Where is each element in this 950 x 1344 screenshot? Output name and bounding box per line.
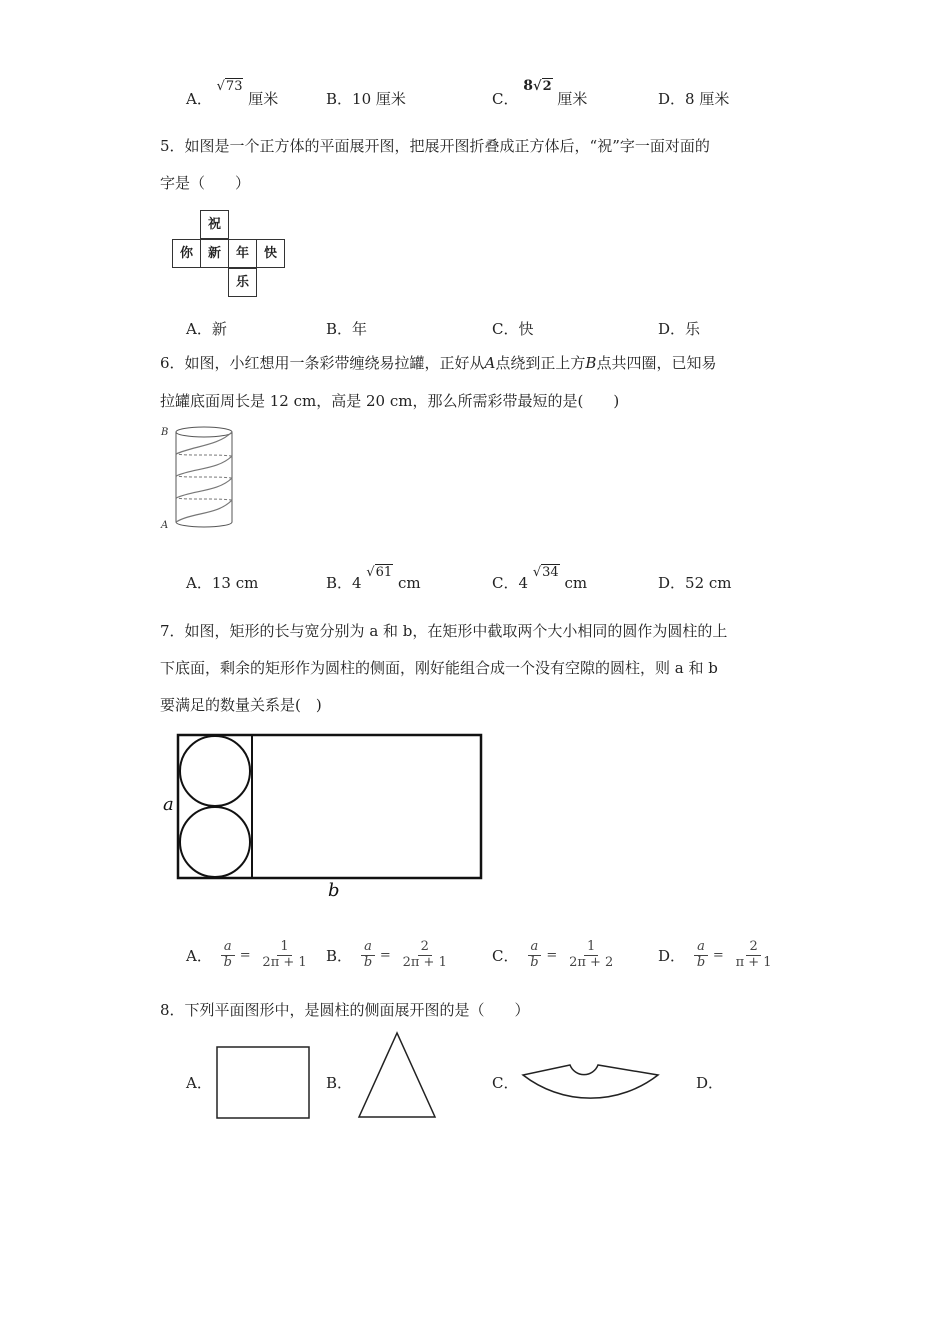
q6-option-a: A．13 cm <box>186 574 259 592</box>
q7-question-line2: 下底面，剩余的矩形作为圆柱的侧面，刚好能组合成一个没有空隙的圆柱，则 a 和 b <box>160 659 718 677</box>
q6-question-line2: 拉罐底面周长是 12 cm，高是 20 cm，那么所需彩带最短的是( ) <box>160 392 620 410</box>
can-figure <box>158 420 238 535</box>
q7-option-c: C． $\frac{a}{b}$ = $\frac{1}{2\pi + 2}$ <box>492 939 614 970</box>
q7-option-b: B． $\frac{a}{b}$ = $\frac{2}{2\pi + 1}$ <box>326 939 447 970</box>
label-a: a <box>163 794 174 815</box>
q6-option-d: D．52 cm <box>658 574 732 592</box>
net-cell-2: 新 <box>200 239 229 268</box>
q8-question-line1: 8．下列平面图形中，是圆柱的侧面展开图的是（ ） <box>160 1001 530 1019</box>
fig-label-b: B <box>161 427 169 438</box>
q6-option-c: C．4 √34 cm <box>492 565 588 592</box>
q5-option-c: C．快 <box>492 320 534 338</box>
q5-option-b: B．年 <box>326 320 368 338</box>
rectangle-circles-figure <box>160 730 490 902</box>
q7-question-line3: 要满足的数量关系是( ) <box>160 696 322 714</box>
net-cell-bottom: 乐 <box>228 268 257 297</box>
fig-label-a: A <box>161 520 169 531</box>
q5-question-line1: 5．如图是一个正方体的平面展开图，把展开图折叠成正方体后，“祝”字一面对面的 <box>160 137 710 155</box>
q4-option-c: C． 8√2 厘米 <box>492 78 588 108</box>
q5-question-line2: 字是（ ） <box>160 174 251 192</box>
q8-shape-rectangle <box>214 1044 314 1122</box>
net-cell-1: 你 <box>172 239 201 268</box>
label-b: b <box>328 880 340 901</box>
q4-option-d: D．8 厘米 <box>658 90 730 108</box>
q4-option-b: B．10 厘米 <box>326 90 406 108</box>
q8-option-a-label: A． <box>186 1074 212 1092</box>
net-cell-4: 快 <box>256 239 285 268</box>
q8-option-d-label: D． <box>696 1074 724 1092</box>
q8-shape-triangle <box>355 1030 440 1122</box>
q8-shape-annular-sector <box>518 1060 668 1122</box>
net-cell-top: 祝 <box>200 210 229 239</box>
q5-option-d: D．乐 <box>658 320 701 338</box>
q6-option-b: B．4 √61 cm <box>326 565 421 592</box>
q8-option-b-label: B． <box>326 1074 353 1092</box>
net-cell-3: 年 <box>228 239 257 268</box>
cube-net-figure <box>160 205 300 305</box>
q4-option-a: A． √73 厘米 <box>186 79 279 108</box>
q8-option-c-label: C． <box>492 1074 519 1092</box>
q7-option-d: D． $\frac{a}{b}$ = $\frac{2}{\pi + 1}$ <box>658 939 772 970</box>
q7-option-a: A． $\frac{a}{b}$ = $\frac{1}{2\pi + 1}$ <box>186 939 307 970</box>
q7-question-line1: 7．如图，矩形的长与宽分别为 a 和 b，在矩形中截取两个大小相同的圆作为圆柱的上 <box>160 622 728 640</box>
q6-question-line1: 6．如图，小红想用一条彩带缠绕易拉罐，正好从A点绕到正上方B点共四圈，已知易 <box>160 354 717 372</box>
q5-option-a: A．新 <box>186 320 227 338</box>
